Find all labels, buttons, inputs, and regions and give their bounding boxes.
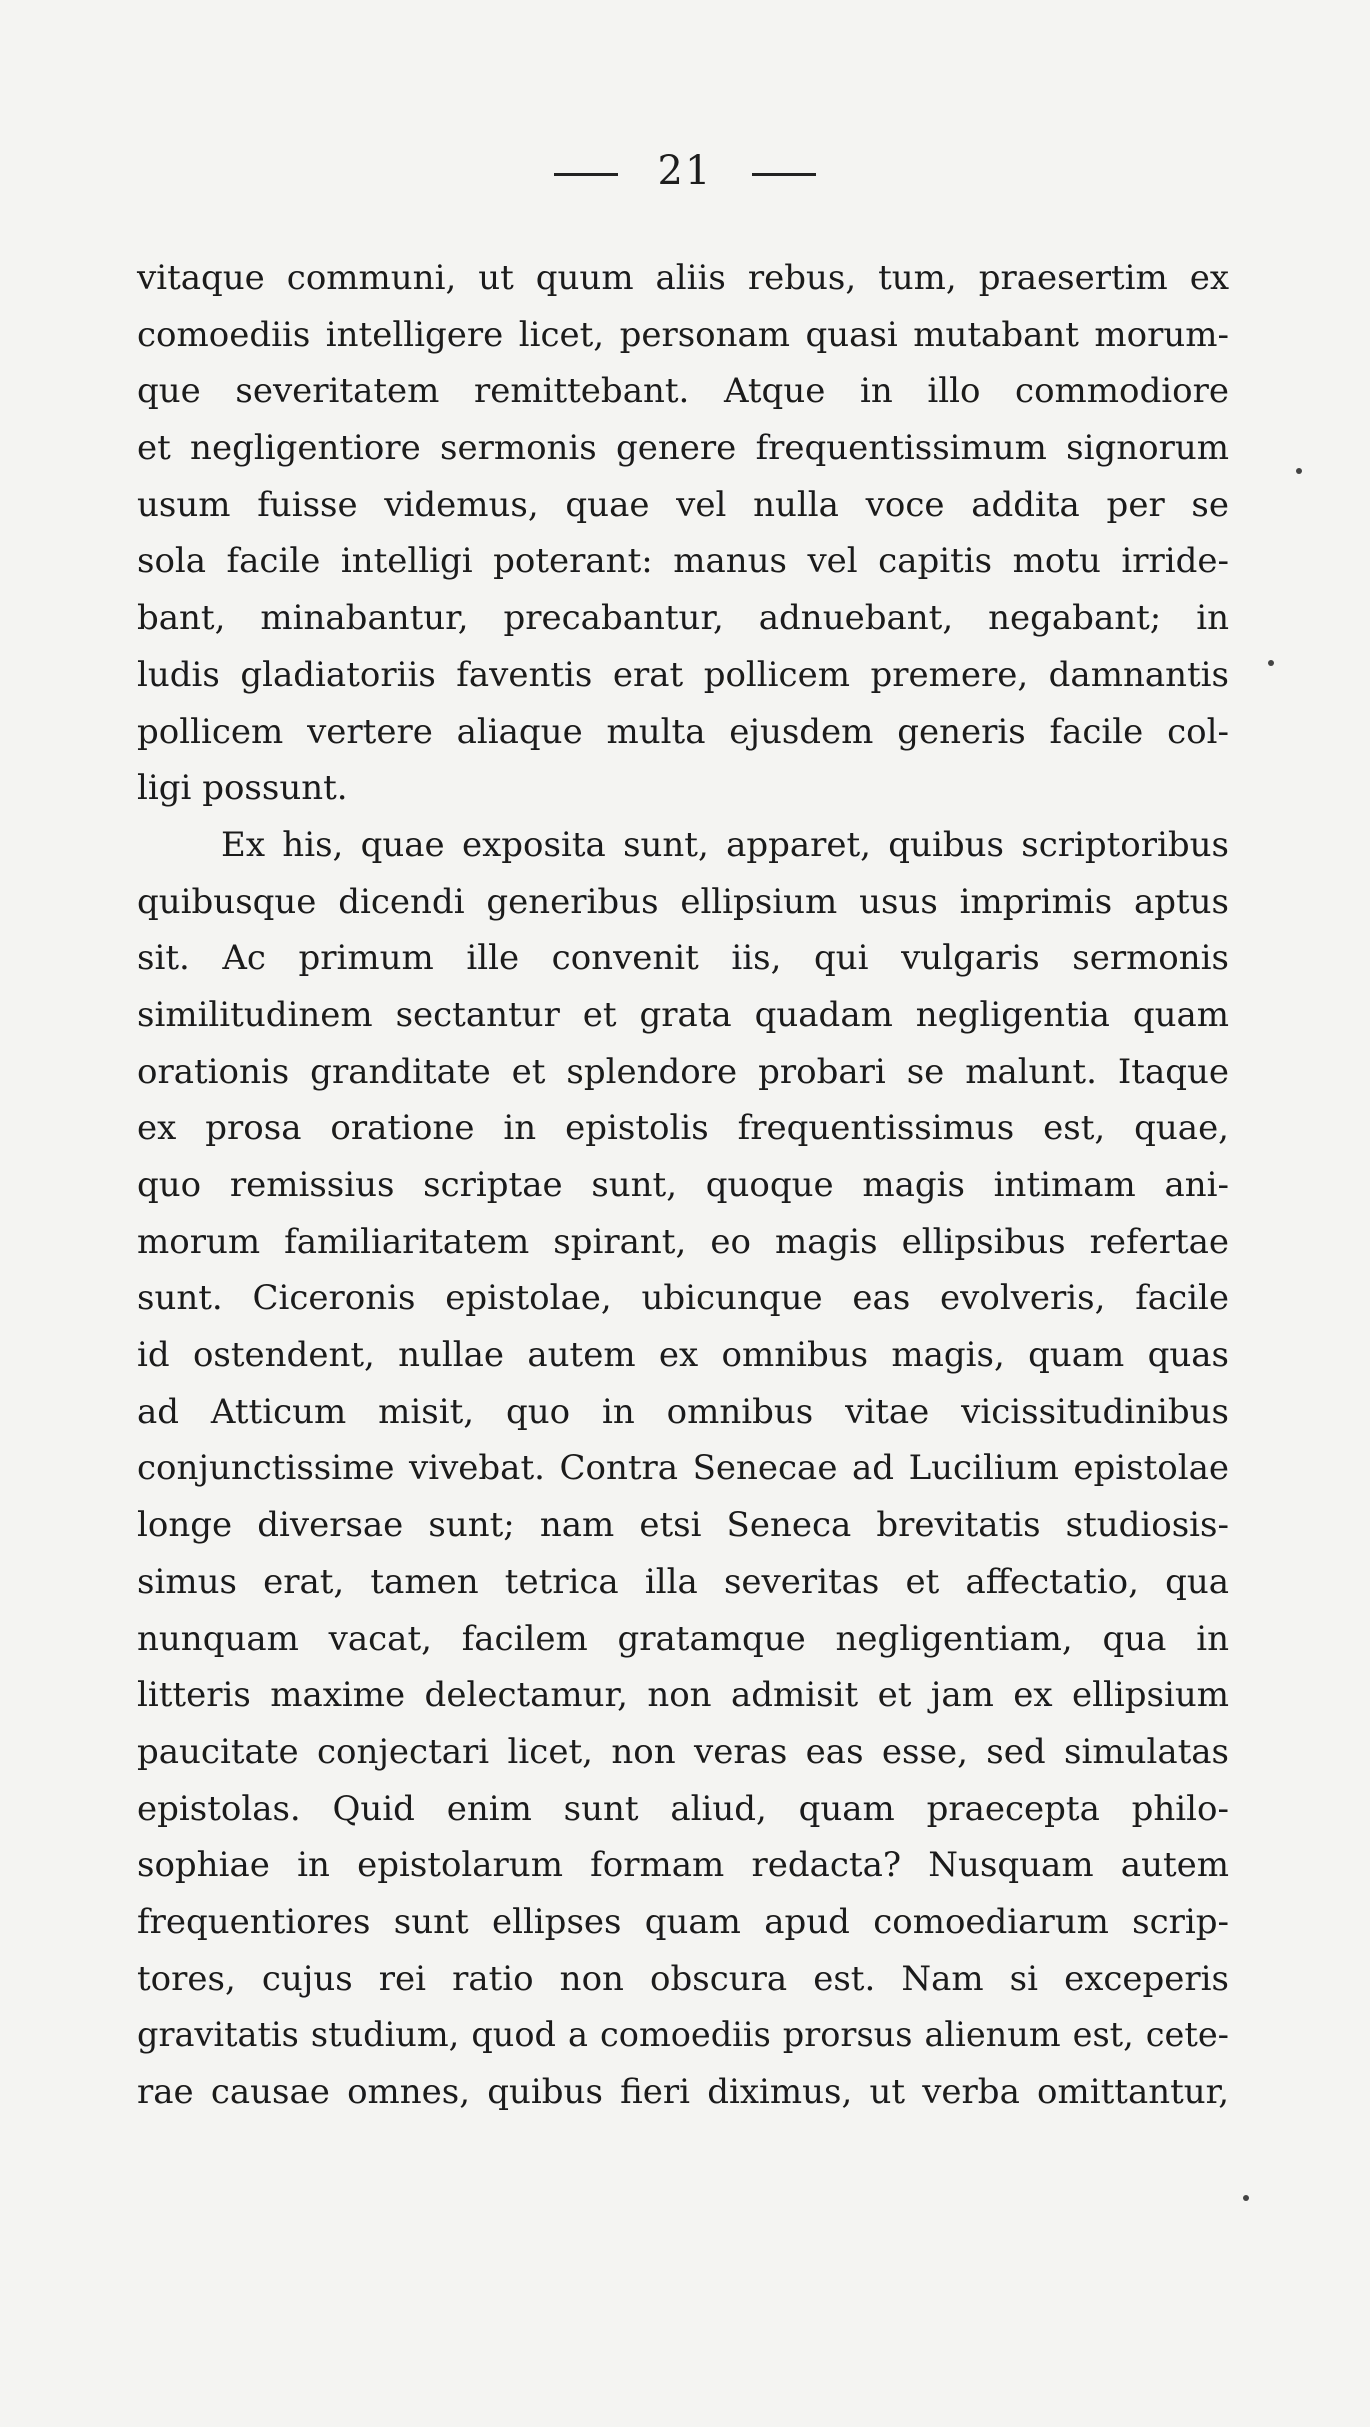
text-line: frequentiores sunt ellipses quam apud comoediarum scrip-: [137, 1901, 1229, 1942]
text-line: quibusque dicendi generibus ellipsium usus imprimis aptus: [137, 881, 1229, 922]
text-line: longe diversae sunt; nam etsi Seneca brevitatis studiosis-: [137, 1505, 1229, 1546]
text-line: conjunctissime vivebat. Contra Senecae ad Lucilium epistolae: [137, 1448, 1229, 1489]
text-line: rae causae omnes, quibus fieri diximus, ut verba omittantur,: [137, 2072, 1229, 2112]
text-line: ligi possunt.: [137, 768, 348, 809]
text-line: id ostendent, nullae autem ex omnibus magis, quam quas: [137, 1335, 1229, 1376]
text-line: pollicem vertere aliaque multa ejusdem generis facile col-: [137, 711, 1229, 752]
text-line: nunquam vacat, facilem gratamque negligentiam, qua in: [137, 1618, 1229, 1659]
paragraph: [137, 250, 1229, 817]
text-line: similitudinem sectantur et grata quadam negligentia quam: [137, 994, 1229, 1035]
text-line: quo remissius scriptae sunt, quoque magis intimam ani-: [137, 1165, 1229, 1205]
text-line: sola facile intelligi poterant: manus vel capitis motu irride-: [137, 541, 1229, 582]
text-line: vitaque communi, ut quum aliis rebus, tum, praesertim ex: [137, 258, 1229, 298]
text-line: sunt. Ciceronis epistolae, ubicunque eas evolveris, facile: [137, 1278, 1229, 1319]
text-line: simus erat, tamen tetrica illa severitas et affectatio, qua: [137, 1561, 1229, 1602]
text-line: paucitate conjectari licet, non veras eas esse, sed simulatas: [137, 1731, 1229, 1772]
text-line: ad Atticum misit, quo in omnibus vitae vicissitudinibus: [137, 1391, 1229, 1432]
text-line: ex prosa oratione in epistolis frequentissimus est, quae,: [137, 1108, 1229, 1149]
text-line: morum familiaritatem spirant, eo magis ellipsibus refertae: [137, 1221, 1229, 1262]
speck-mark: [1268, 660, 1274, 666]
header-dash-left: [554, 173, 618, 176]
text-line: sophiae in epistolarum formam redacta? Nusquam autem: [137, 1845, 1229, 1886]
text-line: comoediis intelligere licet, personam quasi mutabant morum-: [137, 314, 1229, 355]
text-line: epistolas. Quid enim sunt aliud, quam praecepta philo-: [137, 1788, 1229, 1829]
text-line: et negligentiore sermonis genere frequentissimum signorum: [137, 428, 1229, 469]
text-line: usum fuisse videmus, quae vel nulla voce addita per se: [137, 484, 1229, 525]
body-text: [137, 250, 1229, 2121]
header-dash-right: [752, 173, 816, 176]
text-line: bant, minabantur, precabantur, adnuebant, negabant; in: [137, 598, 1229, 639]
paragraph: [137, 817, 1229, 2121]
text-line: tores, cujus rei ratio non obscura est. Nam si exceperis: [137, 1958, 1229, 1999]
page-header: [0, 148, 1370, 194]
text-line: orationis granditate et splendore probari se malunt. Itaque: [137, 1051, 1229, 1092]
text-line: sit. Ac primum ille convenit iis, qui vulgaris sermonis: [137, 938, 1229, 979]
text-line: litteris maxime delectamur, non admisit et jam ex ellipsium: [137, 1675, 1229, 1716]
text-line: que severitatem remittebant. Atque in illo commodiore: [137, 371, 1229, 412]
page-number: 21: [657, 148, 713, 194]
text-line: gravitatis studium, quod a comoediis prorsus alienum est, cete-: [137, 2015, 1229, 2055]
text-line: ludis gladiatoriis faventis erat pollicem premere, damnantis: [137, 654, 1229, 695]
speck-mark: [1296, 468, 1302, 474]
text-line: Ex his, quae exposita sunt, apparet, quibus scriptoribus: [221, 824, 1229, 865]
speck-mark: [1243, 2195, 1249, 2201]
